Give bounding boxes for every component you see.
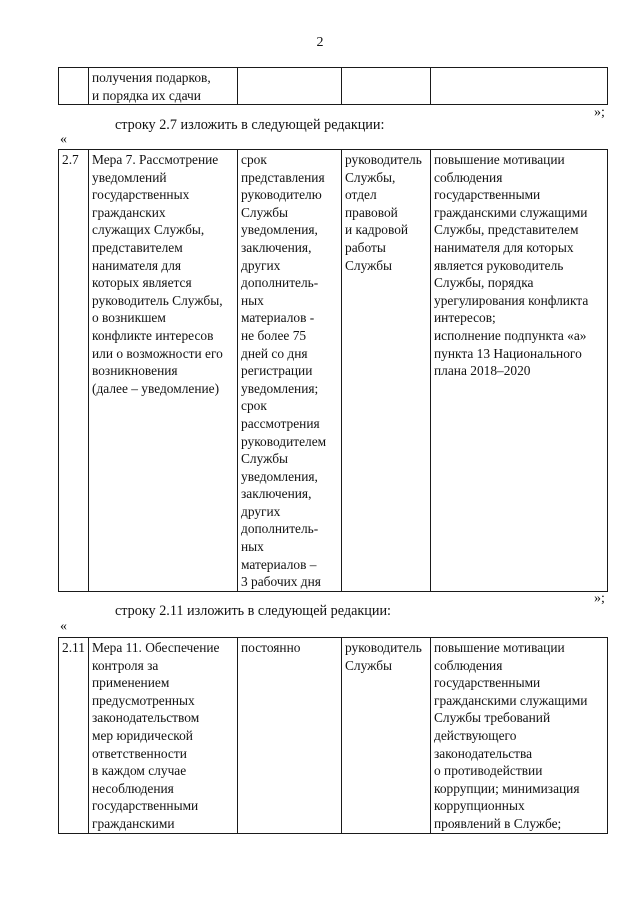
cell-text-line: государственных: [92, 187, 190, 203]
cell-text-line: соблюдения: [434, 657, 503, 673]
cell-text-line: коррупционных: [434, 798, 525, 814]
term-cell: [238, 150, 342, 592]
responsible-cell: [342, 638, 431, 834]
cell-text-line: материалов -: [241, 310, 315, 326]
responsible-cell: [342, 68, 431, 105]
term-cell: [238, 638, 342, 834]
table-row: [59, 150, 608, 592]
cell-text-line: служащих Службы,: [92, 222, 205, 238]
instruction-text: строку 2.7 изложить в следующей редакции:: [115, 117, 385, 133]
cell-text-line: государственными: [434, 187, 541, 203]
cell-text-line: применением: [92, 675, 170, 691]
cell-text-line: руководителем: [241, 433, 327, 449]
page-number: 2: [316, 35, 324, 50]
closing-quote: »;: [594, 591, 605, 606]
measure-cell: [89, 638, 238, 834]
cell-text-line: не более 75: [241, 327, 307, 343]
cell-text-line: Службы: [345, 257, 393, 273]
cell-text-line: Службы: [345, 657, 393, 673]
cell-text-line: Службы, порядка: [434, 275, 534, 291]
cell-text-line: которых является: [92, 275, 192, 291]
measure-cell: [89, 150, 238, 592]
table-row-2-11: [58, 637, 608, 834]
continuation-table: [58, 67, 608, 105]
cell-text-line: дополнитель-: [241, 275, 319, 291]
cell-text-line: руководитель: [345, 640, 422, 655]
cell-text-line: работы: [345, 239, 386, 255]
cell-text-line: представителем: [92, 239, 183, 255]
cell-text-line: гражданскими служащими: [434, 692, 588, 708]
cell-text-line: пункта 13 Национального: [434, 345, 582, 361]
cell-text-line: о возникшем: [92, 310, 166, 326]
cell-text-line: ответственности: [92, 745, 187, 761]
cell-text-line: и порядка их сдачи: [92, 87, 201, 103]
result-cell: [431, 68, 608, 105]
cell-text-line: Службы: [241, 204, 289, 220]
result-cell: [431, 150, 608, 592]
instruction-text: строку 2.11 изложить в следующей редакции:: [115, 603, 392, 619]
cell-text-line: коррупции; минимизация: [434, 780, 580, 796]
cell-text-line: руководителю: [241, 187, 322, 203]
cell-text-line: уведомления,: [241, 468, 318, 484]
cell-text-line: получения подарков,: [92, 70, 211, 85]
cell-text-line: является руководитель: [434, 257, 564, 273]
cell-text-line: контроля за: [92, 657, 159, 673]
cell-text-line: Мера 11. Обеспечение: [92, 640, 220, 655]
cell-text-line: и кадровой: [345, 222, 409, 238]
cell-text-line: уведомлений: [92, 169, 167, 185]
cell-text-line: Службы: [241, 451, 289, 467]
cell-text-line: Службы, представителем: [434, 222, 579, 238]
cell-text-line: повышение мотивации: [434, 640, 565, 655]
cell-text-line: регистрации: [241, 363, 313, 379]
cell-text-line: других: [241, 257, 281, 273]
cell-text-line: конфликте интересов: [92, 327, 214, 343]
cell-text-line: в каждом случае: [92, 763, 187, 779]
cell-text-line: законодательством: [92, 710, 200, 726]
cell-text-line: руководитель: [345, 152, 422, 167]
cell-text-line: Службы,: [345, 169, 396, 185]
table-row: [59, 68, 608, 105]
cell-text-line: государственными: [92, 798, 199, 814]
cell-text-line: 3 рабочих дня: [241, 574, 321, 590]
cell-text-line: (далее – уведомление): [92, 380, 220, 396]
closing-quote: »;: [594, 105, 605, 120]
cell-text-line: о противодействии: [434, 763, 543, 779]
cell-text-line: мер юридической: [92, 727, 193, 743]
cell-text-line: или о возможности его: [92, 345, 223, 361]
cell-text-line: представления: [241, 169, 325, 185]
cell-text-line: ных: [241, 539, 264, 555]
cell-text-line: урегулирования конфликта: [434, 292, 589, 308]
result-cell: [431, 638, 608, 834]
cell-text-line: заключения,: [241, 486, 312, 502]
cell-text-line: действующего: [434, 727, 517, 743]
cell-text-line: срок: [241, 398, 267, 414]
cell-text-line: постоянно: [241, 640, 301, 655]
cell-text-line: нанимателя для которых: [434, 239, 574, 255]
cell-text-line: дополнитель-: [241, 521, 319, 537]
cell-text-line: рассмотрения: [241, 415, 320, 431]
cell-text-line: Мера 7. Рассмотрение: [92, 152, 219, 167]
table-row: [59, 638, 608, 834]
cell-text-line: проявлений в Службе;: [434, 815, 562, 831]
cell-text-line: Службы требований: [434, 710, 551, 726]
opening-quote: «: [60, 619, 67, 634]
cell-text-line: материалов –: [241, 556, 317, 572]
cell-text-line: исполнение подпункта «а»: [434, 327, 587, 343]
cell-text-line: других: [241, 503, 281, 519]
measure-cell: [89, 68, 238, 105]
cell-text-line: возникновения: [92, 363, 178, 379]
cell-text-line: несоблюдения: [92, 780, 174, 796]
cell-text-line: государственными: [434, 675, 541, 691]
cell-text-line: руководитель Службы,: [92, 292, 223, 308]
cell-text-line: дней со дня: [241, 345, 308, 361]
term-cell: [238, 68, 342, 105]
cell-text-line: гражданскими служащими: [434, 204, 588, 220]
cell-text-line: гражданскими: [92, 815, 175, 831]
table-row-2-7: [58, 149, 608, 592]
cell-text-line: срок: [241, 152, 267, 167]
cell-text-line: правовой: [345, 204, 398, 220]
responsible-cell: [342, 150, 431, 592]
cell-text-line: ных: [241, 292, 264, 308]
cell-text-line: отдел: [345, 187, 377, 203]
cell-text-line: повышение мотивации: [434, 152, 565, 167]
cell-text-line: нанимателя для: [92, 257, 182, 273]
cell-text-line: соблюдения: [434, 169, 503, 185]
opening-quote: «: [60, 132, 67, 147]
row-number-cell: [59, 68, 89, 105]
cell-text-line: законодательства: [434, 745, 533, 761]
cell-text-line: гражданских: [92, 204, 166, 220]
cell-text-line: уведомления,: [241, 222, 318, 238]
cell-text-line: заключения,: [241, 239, 312, 255]
cell-text-line: плана 2018–2020: [434, 363, 531, 379]
cell-text-line: уведомления;: [241, 380, 319, 396]
cell-text-line: интересов;: [434, 310, 496, 326]
row-number-cell: 2.11: [59, 638, 89, 834]
row-number-cell: 2.7: [59, 150, 89, 592]
cell-text-line: предусмотренных: [92, 692, 195, 708]
